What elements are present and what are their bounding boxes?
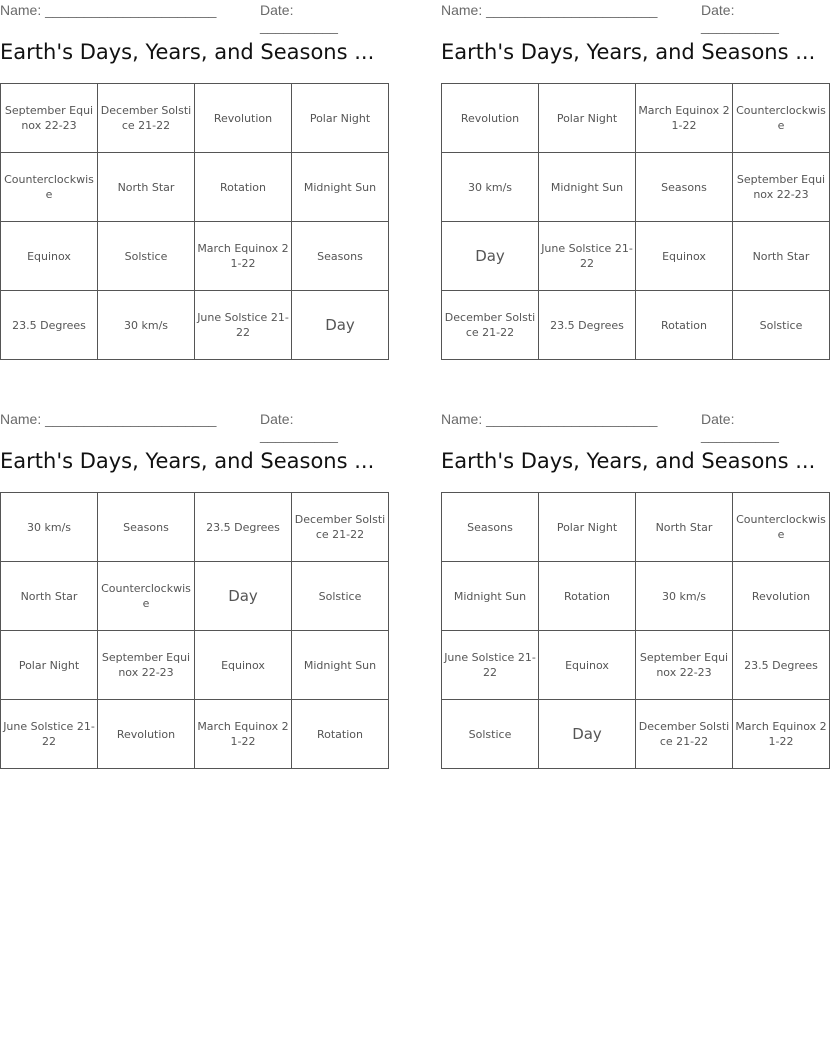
card-title: Earth's Days, Years, and Seasons ...: [0, 40, 375, 64]
grid-cell: Polar Night: [292, 84, 389, 153]
grid-cell: Counterclockwise: [733, 84, 830, 153]
grid-cell: Polar Night: [539, 493, 636, 562]
grid-cell: Seasons: [636, 153, 733, 222]
grid-cell: June Solstice 21-22: [1, 700, 98, 769]
grid-cell: June Solstice 21-22: [539, 222, 636, 291]
grid-cell: Counterclockwise: [98, 562, 195, 631]
grid-cell: Counterclockwise: [733, 493, 830, 562]
grid-row: [1, 562, 389, 631]
grid-row: [1, 291, 389, 360]
name-date-row: [441, 0, 816, 34]
grid-row: [1, 84, 389, 153]
grid-cell: Rotation: [636, 291, 733, 360]
bingo-grid: [0, 492, 389, 769]
grid-cell: Seasons: [98, 493, 195, 562]
bingo-grid: [0, 83, 389, 360]
grid-cell: North Star: [98, 153, 195, 222]
grid-cell: Seasons: [292, 222, 389, 291]
grid-row: [442, 84, 830, 153]
grid-cell: Rotation: [292, 700, 389, 769]
grid-cell: September Equinox 22-23: [1, 84, 98, 153]
grid-cell: September Equinox 22-23: [98, 631, 195, 700]
name-date-row: [0, 409, 375, 443]
bingo-grid: [441, 492, 830, 769]
grid-cell: Equinox: [195, 631, 292, 700]
grid-cell: September Equinox 22-23: [636, 631, 733, 700]
grid-cell: Equinox: [1, 222, 98, 291]
grid-row: [442, 562, 830, 631]
grid-cell: North Star: [636, 493, 733, 562]
grid-cell: Equinox: [539, 631, 636, 700]
grid-row: [442, 700, 830, 769]
grid-cell: Revolution: [442, 84, 539, 153]
grid-cell: Solstice: [292, 562, 389, 631]
grid-cell: Day: [539, 700, 636, 769]
grid-cell: December Solstice 21-22: [98, 84, 195, 153]
grid-cell: 30 km/s: [636, 562, 733, 631]
grid-cell: Revolution: [98, 700, 195, 769]
grid-cell: Midnight Sun: [292, 631, 389, 700]
grid-row: [1, 493, 389, 562]
name-field-label: Name: ______________________: [0, 411, 217, 427]
grid-row: [442, 222, 830, 291]
grid-cell: December Solstice 21-22: [292, 493, 389, 562]
name-field-label: Name: ______________________: [441, 411, 658, 427]
grid-cell: Equinox: [636, 222, 733, 291]
grid-cell: Rotation: [539, 562, 636, 631]
grid-row: [1, 631, 389, 700]
grid-cell: Midnight Sun: [442, 562, 539, 631]
grid-cell: December Solstice 21-22: [442, 291, 539, 360]
grid-row: [1, 700, 389, 769]
name-field-label: Name: ______________________: [441, 2, 658, 18]
grid-cell: March Equinox 21-22: [636, 84, 733, 153]
grid-cell: Day: [195, 562, 292, 631]
grid-cell: 23.5 Degrees: [539, 291, 636, 360]
grid-cell: March Equinox 21-22: [195, 222, 292, 291]
bingo-grid: [441, 83, 830, 360]
grid-row: [1, 222, 389, 291]
bingo-card-1: [0, 0, 377, 339]
grid-cell: December Solstice 21-22: [636, 700, 733, 769]
grid-cell: Midnight Sun: [292, 153, 389, 222]
grid-cell: March Equinox 21-22: [195, 700, 292, 769]
grid-row: [442, 631, 830, 700]
grid-cell: Rotation: [195, 153, 292, 222]
grid-cell: June Solstice 21-22: [195, 291, 292, 360]
grid-cell: September Equinox 22-23: [733, 153, 830, 222]
grid-row: [442, 153, 830, 222]
date-field-label: Date: __________: [260, 411, 338, 443]
card-title: Earth's Days, Years, and Seasons ...: [0, 449, 375, 473]
date-field-label: Date: __________: [260, 2, 338, 34]
name-date-row: [441, 409, 816, 443]
grid-cell: Seasons: [442, 493, 539, 562]
grid-cell: North Star: [733, 222, 830, 291]
grid-row: [442, 493, 830, 562]
grid-cell: March Equinox 21-22: [733, 700, 830, 769]
grid-cell: June Solstice 21-22: [442, 631, 539, 700]
grid-cell: Revolution: [733, 562, 830, 631]
grid-cell: Day: [292, 291, 389, 360]
grid-cell: Solstice: [442, 700, 539, 769]
card-title: Earth's Days, Years, and Seasons ...: [441, 40, 816, 64]
grid-row: [1, 153, 389, 222]
grid-row: [442, 291, 830, 360]
grid-cell: 30 km/s: [98, 291, 195, 360]
grid-cell: Midnight Sun: [539, 153, 636, 222]
date-field-label: Date: __________: [701, 411, 779, 443]
bingo-card-3: [0, 409, 386, 748]
bingo-card-2: [441, 0, 826, 339]
grid-cell: 23.5 Degrees: [1, 291, 98, 360]
date-field-label: Date: __________: [701, 2, 779, 34]
grid-cell: Polar Night: [1, 631, 98, 700]
grid-cell: Revolution: [195, 84, 292, 153]
name-date-row: [0, 0, 375, 34]
name-field-label: Name: ______________________: [0, 2, 217, 18]
bingo-card-4: [441, 409, 827, 748]
grid-cell: Solstice: [98, 222, 195, 291]
grid-cell: 30 km/s: [1, 493, 98, 562]
grid-cell: Day: [442, 222, 539, 291]
card-title: Earth's Days, Years, and Seasons ...: [441, 449, 816, 473]
grid-cell: North Star: [1, 562, 98, 631]
grid-cell: 23.5 Degrees: [733, 631, 830, 700]
grid-cell: 30 km/s: [442, 153, 539, 222]
grid-cell: Counterclockwise: [1, 153, 98, 222]
grid-cell: Polar Night: [539, 84, 636, 153]
grid-cell: 23.5 Degrees: [195, 493, 292, 562]
grid-cell: Solstice: [733, 291, 830, 360]
